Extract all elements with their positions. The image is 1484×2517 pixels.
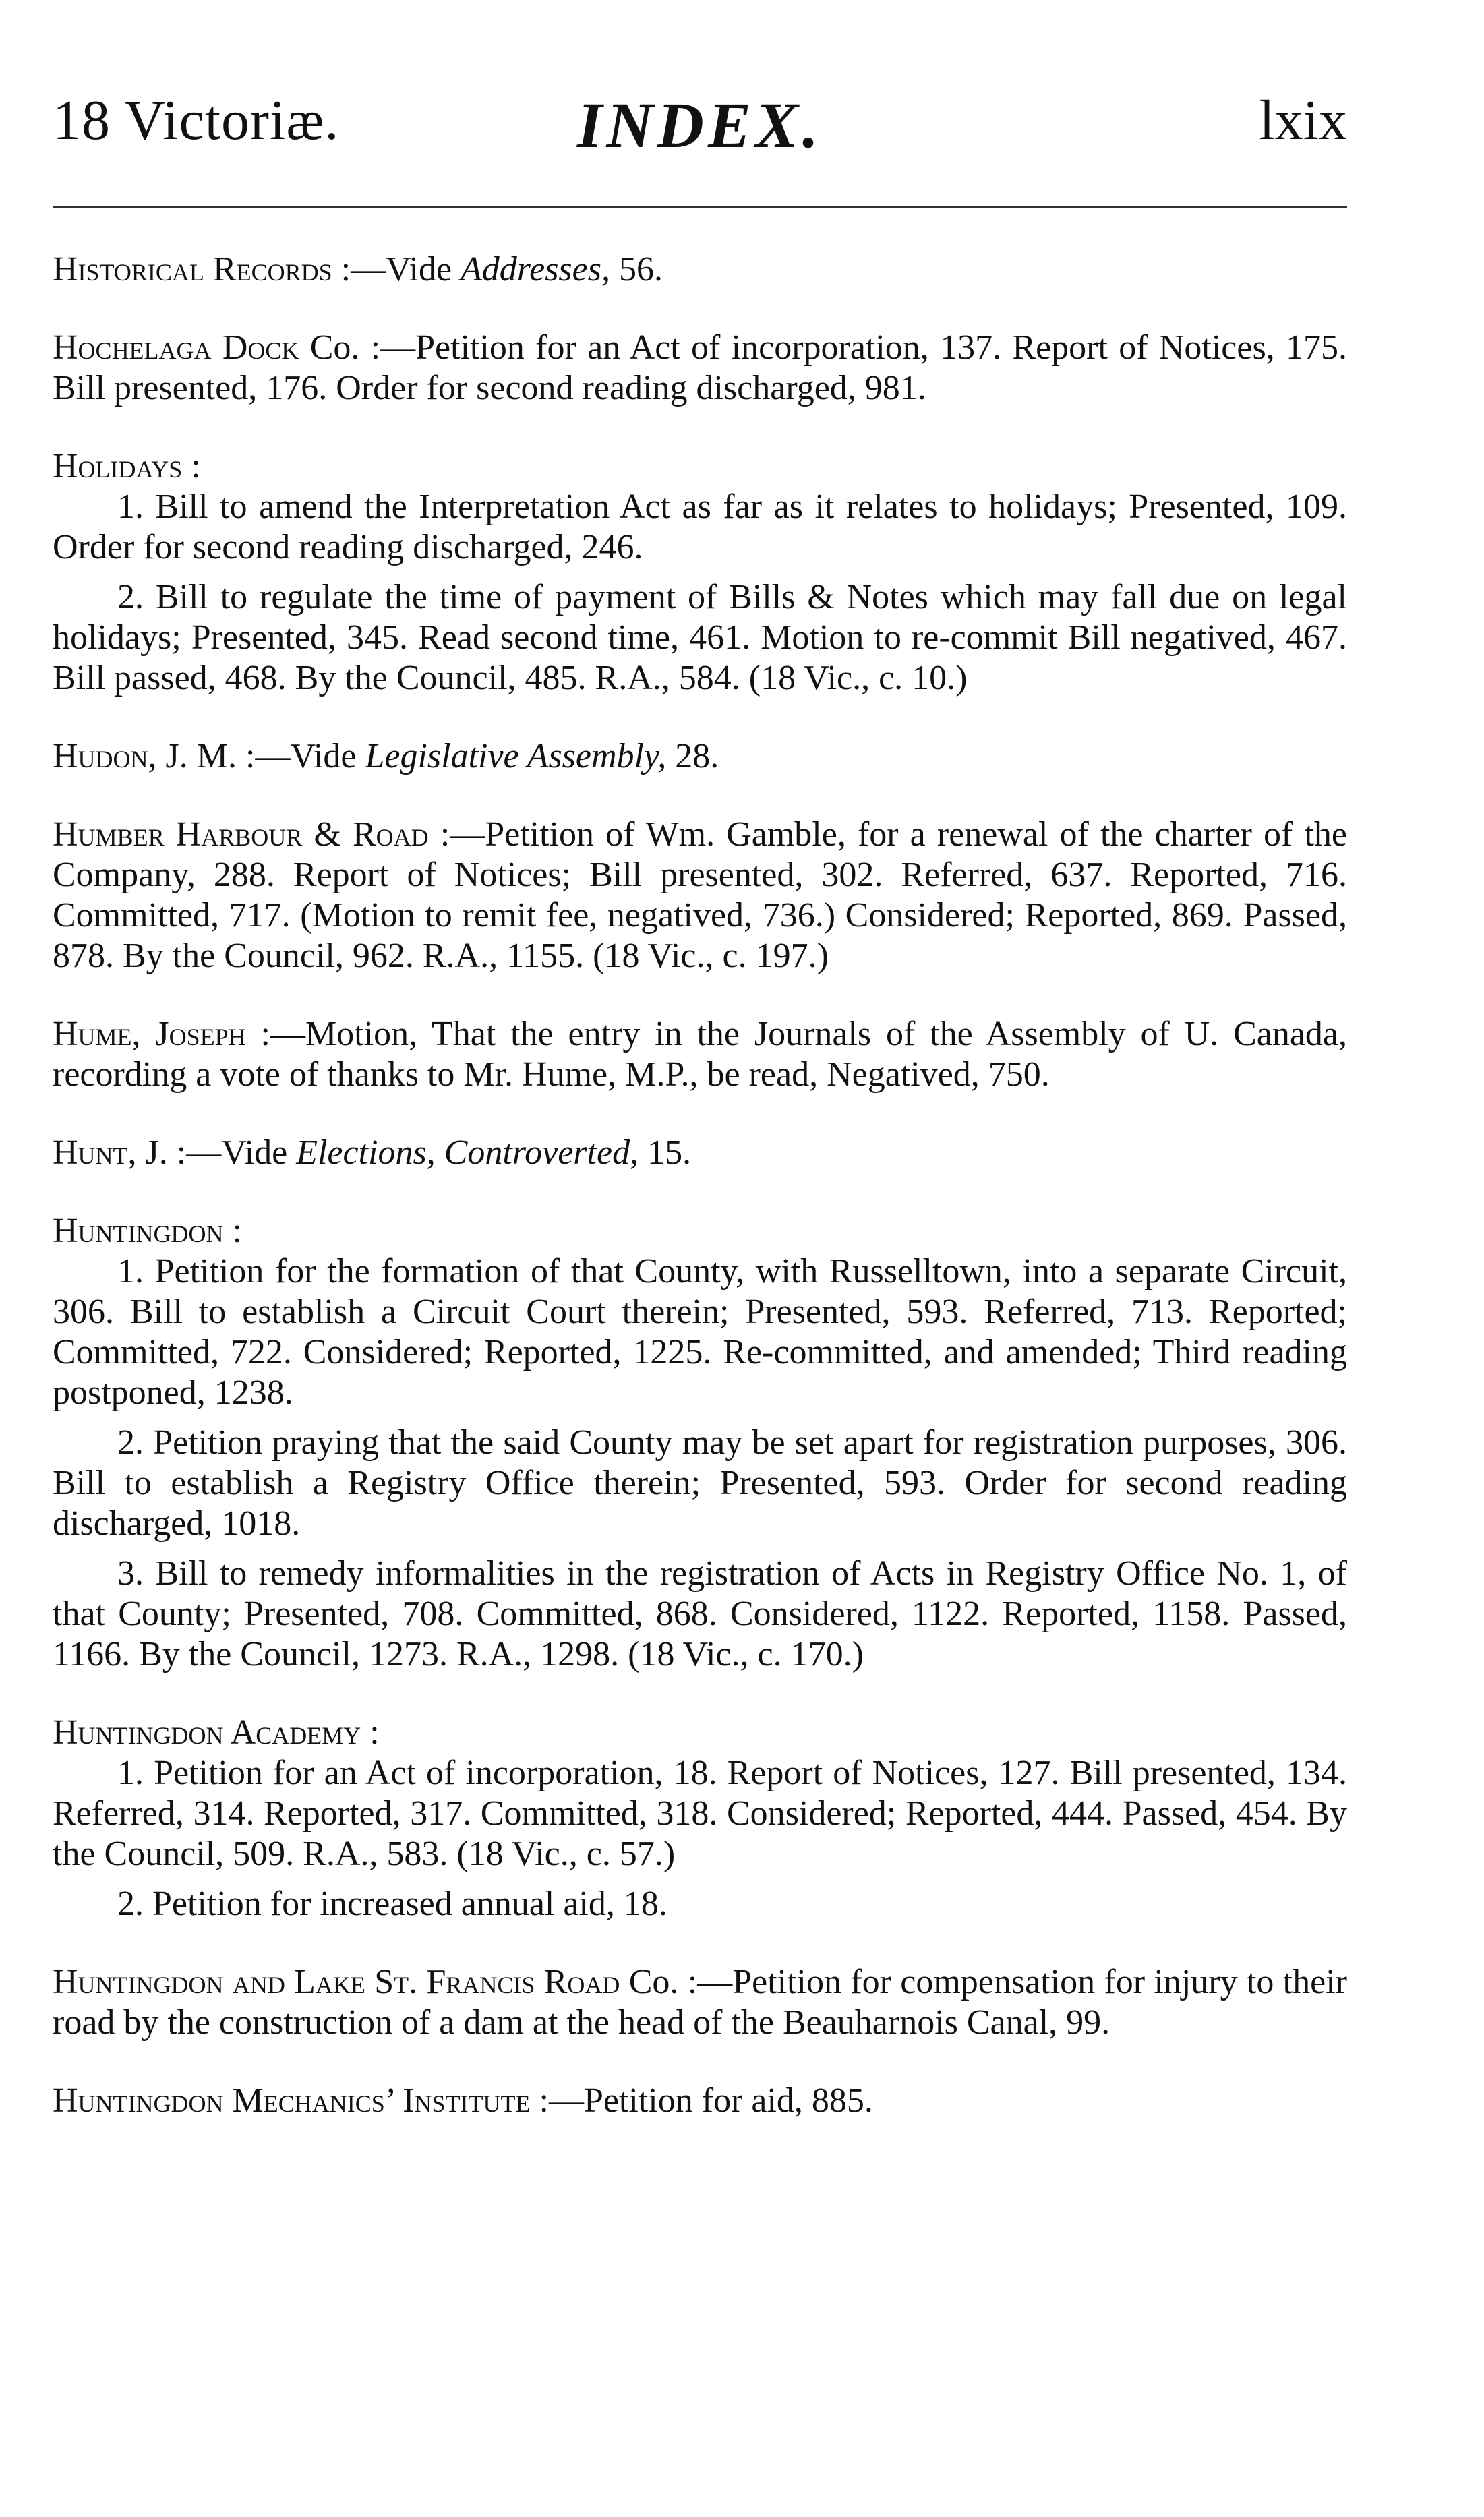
entry-separator: Co. :— bbox=[620, 1963, 733, 2001]
entry-separator: Co. :— bbox=[299, 328, 416, 367]
index-entry-hume-joseph bbox=[53, 1014, 1347, 1095]
entry-subitem: 2. Petition for increased annual aid, 18. bbox=[117, 1885, 667, 1923]
entry-heading: Humber Harbour & Road bbox=[53, 815, 429, 854]
entry-separator: : bbox=[223, 1212, 242, 1250]
index-entry-huntingdon bbox=[53, 1211, 1347, 1675]
entry-reference: Elections, Controverted, bbox=[296, 1133, 639, 1172]
index-entry-historical-records bbox=[53, 249, 1347, 290]
entry-separator: J. M. :— bbox=[156, 737, 291, 775]
entry-text: Motion, That the entry in the Journals of the Assembly of U. Canada, recording a vote of thanks to Mr. Hume, M.P., be read, Negatived, 750. bbox=[53, 1015, 1347, 1094]
index-entry-hochelaga-dock bbox=[53, 328, 1347, 409]
header-session: 18 Victoriæ. bbox=[53, 89, 340, 152]
index-entries bbox=[53, 249, 1347, 2159]
entry-separator: : bbox=[361, 1713, 380, 1752]
entry-vide: Vide bbox=[221, 1133, 297, 1172]
header-title: INDEX. bbox=[576, 89, 823, 161]
entry-separator: J. :— bbox=[136, 1133, 222, 1172]
index-entry-hudon bbox=[53, 736, 1347, 777]
entry-vide: Vide bbox=[290, 737, 365, 775]
entry-heading: Historical Records bbox=[53, 250, 332, 289]
index-entry-humber-harbour bbox=[53, 815, 1347, 976]
entry-heading: Huntingdon Academy bbox=[53, 1713, 361, 1752]
entry-subitem: 1. Bill to amend the Interpretation Act as far as it relates to holidays; Presented, 109. Order for second reading discharged, 246. bbox=[53, 487, 1347, 566]
entry-separator: :— bbox=[428, 815, 485, 854]
header-rule bbox=[53, 206, 1347, 208]
index-entry-huntingdon-academy bbox=[53, 1713, 1347, 1924]
entry-heading: Hume, Joseph bbox=[53, 1015, 246, 1053]
entry-subitem: 2. Petition praying that the said County may be set apart for registration purposes, 306. Bill to establish a Registry Office therein; Presented, 593. Order for second reading discharged, 1018. bbox=[53, 1423, 1347, 1543]
entry-subitem: 1. Petition for the formation of that County, with Russelltown, into a separate Circuit, 306. Bill to establish a Circuit Court therein; Presented, 593. Referred, 713. Reported; Committed, 722. Considered; Reported, 1225. Re-committed, and amended; Third reading postponed, 1238. bbox=[53, 1252, 1347, 1412]
index-entry-huntingdon-mechanics-institute bbox=[53, 2081, 1347, 2121]
entry-reference: Addresses, bbox=[461, 250, 610, 289]
entry-separator: :— bbox=[530, 2081, 584, 2120]
entry-heading: Huntingdon and Lake St. Francis Road bbox=[53, 1963, 620, 2001]
entry-text: Petition of Wm. Gamble, for a renewal of the charter of the Company, 288. Report of Notices; Bill presented, 302. Referred, 637. Reported, 716. Committed, 717. (Motion to remit fee, negatived, 736.) Considered; Reported, 869. Passed, 878. By the Council, 962. R.A., 1155. (18 Vic., c. 197.) bbox=[53, 815, 1348, 975]
entry-heading: Huntingdon Mechanics’ Institute bbox=[53, 2081, 531, 2120]
header-page-number: lxix bbox=[1259, 89, 1347, 152]
index-entry-huntingdon-lake-st-francis-road bbox=[53, 1962, 1347, 2043]
entry-heading: Holidays bbox=[53, 447, 183, 485]
entry-page: 28. bbox=[666, 737, 719, 775]
entry-heading: Huntingdon bbox=[53, 1212, 224, 1250]
entry-text: Petition for an Act of incorporation, 137. Report of Notices, 175. Bill presented, 176. Order for second reading discharged, 981. bbox=[53, 328, 1347, 407]
entry-separator: :— bbox=[332, 250, 386, 289]
entry-heading: Hochelaga Dock bbox=[53, 328, 299, 367]
entry-page: 15. bbox=[639, 1133, 692, 1172]
entry-separator: : bbox=[182, 447, 201, 485]
entry-subitem: 1. Petition for an Act of incorporation, 18. Report of Notices, 127. Bill presented, 134. Referred, 314. Reported, 317. Committed, 318. Considered; Reported, 444. Passed, 454. By the Council, 509. R.A., 583. (18 Vic., c. 57.) bbox=[53, 1754, 1347, 1873]
entry-reference: Legislative Assembly, bbox=[365, 737, 667, 775]
entry-text: Petition for compensation for injury to their road by the construction of a dam at the head of the Beauharnois Canal, 99. bbox=[53, 1963, 1347, 2042]
entry-heading: Hudon, bbox=[53, 737, 157, 775]
entry-page: 56. bbox=[610, 250, 663, 289]
entry-vide: Vide bbox=[386, 250, 461, 289]
entry-subitem: 3. Bill to remedy informalities in the registration of Acts in Registry Office No. 1, of that County; Presented, 708. Committed, 868. Considered, 1122. Reported, 1158. Passed, 1166. By the Council, 1273. R.A., 1298. (18 Vic., c. 170.) bbox=[53, 1554, 1347, 1674]
index-entry-hunt bbox=[53, 1133, 1347, 1173]
index-entry-holidays bbox=[53, 446, 1347, 699]
entry-separator: :— bbox=[245, 1015, 305, 1053]
page-header bbox=[53, 88, 1347, 169]
entry-heading: Hunt, bbox=[53, 1133, 137, 1172]
entry-subitem: 2. Bill to regulate the time of payment of Bills & Notes which may fall due on legal holidays; Presented, 345. Read second time, 461. Motion to re-commit Bill negatived, 467. Bill passed, 468. By the Council, 485. R.A., 584. (18 Vic., c. 10.) bbox=[53, 578, 1347, 697]
entry-text: Petition for aid, 885. bbox=[583, 2081, 873, 2120]
